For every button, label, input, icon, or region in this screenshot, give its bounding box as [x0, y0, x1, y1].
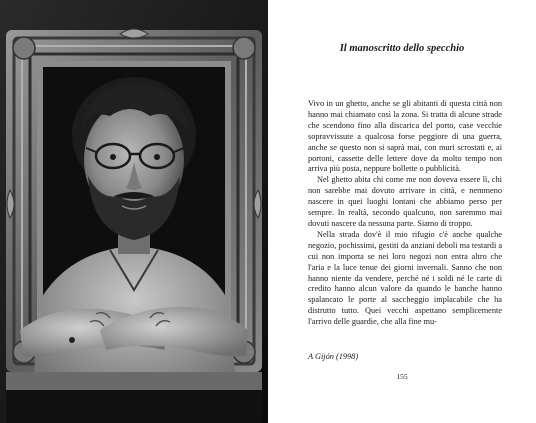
- chapter-title: Il manoscritto dello specchio: [339, 43, 465, 54]
- signature: A Gijón (1998): [308, 352, 359, 361]
- paragraph-1: Vivo in un ghetto, anche se gli abitanti di questa città non hanno mai chiamato così la zona. Si tratta di alcune strade che scendono fino alla discarica del porto, case vecchie sopravvissute a qualcosa forse peggiore di una guerra, anche se questo non si saprà mai, con muri scrostati e, ai portoni, cassette delle lettere dove da molto tempo non arriva più posta, neppure bollette o pubblicità.: [308, 99, 502, 174]
- paragraph-3: Nella strada dov'è il mio rifugio c'è anche qualche negozio, pochissimi, gestiti da anziani deboli ma testardi a cui non importa se nei loro negozi non entra altro che l'aria e la luce tenue dei giorni invernali. Sanno che non hanno niente da vendere, perché né i soldi né le carte di credito hanno alcun valore da quando le banche hanno spalancato le porte al saccheggio implacabile che ha distrutto tutto. Quei vecchi aspettano semplicemente l'arrivo delle guardie, che alla fine mu-: [308, 229, 503, 327]
- text-page: [268, 0, 536, 423]
- body-text: [308, 99, 502, 328]
- page-number: 155: [396, 372, 408, 381]
- paragraph-2: Nel ghetto abita chi come me non doveva essere lì, chi non sarebbe mai dovuto arrivare in città, e nemmeno nascere in quei luoghi lontani che abbiamo perso per sempre. In realtà, secondo qualcuno, non saremmo mai dovuti nascere da nessuna parte. Siamo di troppo.: [308, 175, 502, 228]
